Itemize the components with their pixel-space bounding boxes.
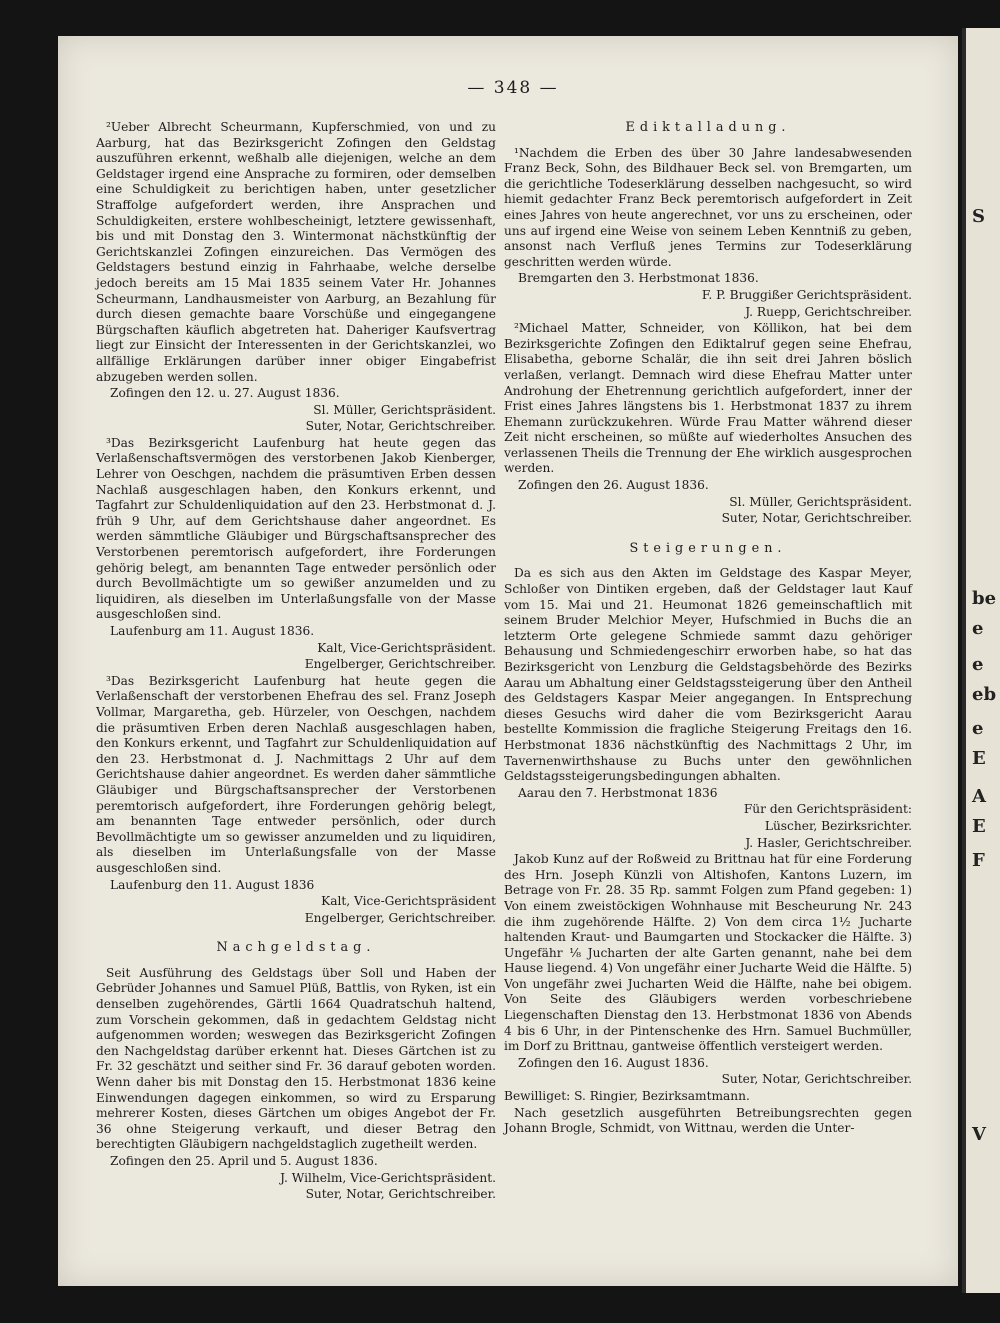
signature: F. P. Bruggißer Gerichtspräsident. <box>701 287 912 302</box>
notice-scheurmann <box>96 120 496 435</box>
notice-text: ³Das Bezirksgericht Laufenburg hat heute gegen das Verlaßenschaftsvermögen des verstorbenen Jakob Kienberger, Lehrer von Oeschgen, nachdem die präsumtiven Erben dessen Nachlaß ausgeschlagen haben, den Konkurs erkennt, und Tagfahrt zur Schuldenliquidation auf den 23. Herbstmonat d. J. früh 9 Uhr, auf dem Gerichtshause daher angeordnet. Es werden sämmtliche Gläubiger und Bürgschaftsansprecher des Verstorbenen peremtorisch aufgefordert, ihre Forderungen gehörig belegt, am benannten Tage entweder persönlich oder durch Bevollmächtigte um so gewißer anzumelden und zu liquidiren, als dieselben im Unterlaßungsfalle von der Masse ausgeschloßen sind. <box>96 435 496 622</box>
edge-glyph: eb <box>972 684 997 705</box>
page-gutter-shadow <box>962 28 966 1293</box>
notice-text: ²Michael Matter, Schneider, von Köllikon, hat bei dem Bezirksgerichte Zofingen den Ediktalruf gegen seine Ehefrau, Elisabetha, geborne Schalär, die ihn seit drei Jahren böslich verlaßen, verlangt. Demnach wird diese Ehefrau Matter unter Androhung der Ehetrennung gerichtlich aufgefordert, inner der Frist eines Jahres längstens bis 1. Herbstmonat 1837 zu ihrem Ehemann zurückzukehren. Würde Frau Matter während dieser Zeit nicht erscheinen, so müßte auf wiederholtes Ansuchen des verlassenen Theils die Trennung der Ehe wirklich ausgesprochen werden. <box>504 321 912 476</box>
signature: Kalt, Vice-Gerichtspräsident <box>321 894 496 909</box>
notice-text: ²Ueber Albrecht Scheurmann, Kupferschmied, von und zu Aarburg, hat das Bezirksgericht Zofingen den Geldstag auszuführen erkennt, weßhalb alle diejenigen, welche an dem Geldstager irgend eine Ansprache zu formiren, oder demselben eine Schuldigkeit zu berichtigen haben, unter gesetzlicher Straffolge aufgefordert werden, ihre Ansprachen und Schuldigkeiten, erstere wohlbescheinigt, letztere gewissenhaft, bis und mit Donstag den 3. Wintermonat nächstkünftig der Gerichtskanzlei Zofingen einzureichen. Das Vermögen des Geldstagers bestund einzig in Fahrhaabe, welche derselbe jedoch bereits am 15 Mai 1835 seinem Vater Hr. Johannes Scheurmann, Landhausmeister von Aarburg, an Bezahlung für durch diesen gemachte baare Vorschüße und eingegangene Bürgschaften käuflich abgetreten hat. Daheriger Kaufsvertrag liegt zur Einsicht der Interessenten in der Gerichtskanzlei, wo allfällige Erklärungen darüber inner obiger Eingabefrist abzugeben werden sollen. <box>96 120 496 384</box>
notice-text: Jakob Kunz auf der Roßweid zu Brittnau hat für eine Forderung des Hrn. Joseph Künzli von Altishofen, Kantons Luzern, im Betrage von Fr. 28. 35 Rp. sammt Folgen zum Pfand gegeben: 1) Von einem zweistöckigen Wohnhause mit Bescheurung Nr. 243 die ihm zugehörende Hälfte. 2) Von dem circa 1½ Jucharte haltenden Kraut- und Baumgarten und Stockacker die Hälfte. 3) Ungefähr ⅛ Jucharten der alte Garten genannt, nahe bei dem Hause liegend. 4) Von ungefähr einer Jucharte Weid die Hälfte. 5) Von ungefähr zwei Jucharten Weid die Hälfte, nahe bei obigem. Von Seite des Gläubigers werden vorbeschriebene Liegenschaften Dienstag den 13. Herbstmonat 1836 von Abends 4 bis 6 Uhr, in der Pintenschenke des Hrn. Samuel Buchmüller, im Dorf zu Brittnau, gantweise öffentlich versteigert werden. <box>504 852 912 1054</box>
notice-meyer <box>504 566 912 851</box>
signature: Sl. Müller, Gerichtspräsident. <box>313 402 496 417</box>
place-date: Bremgarten den 3. Herbstmonat 1836. <box>518 271 759 286</box>
edge-glyph: S <box>972 206 985 227</box>
place-date: Zofingen den 12. u. 27. August 1836. <box>110 386 340 401</box>
edge-glyph: A <box>972 786 986 807</box>
edge-glyph: E <box>972 816 986 837</box>
notice-text: Da es sich aus den Akten im Geldstage des Kaspar Meyer, Schloßer von Dintiken ergeben, daß der Geldstager laut Kauf vom 15. Mai und 21. Heumonat 1826 gemeinschaftlich mit seinem Bruder Melchior Meyer, Hufschmied in Buchs die an letzterm Orte gelegene Schmiede sammt dazu gehöriger Behausung und Schmiedengeschirr erworben habe, so hat das Bezirksgericht von Lenzburg die Geldstagsbehörde des Bezirks Aarau um Abhaltung einer Geldstagssteigerung über den Antheil des Geldstagers Kaspar Meier angegangen. In Entsprechung dieses Gesuchs wird daher die vom Bezirksgericht Aarau bestellte Kommission die fragliche Steigerung Freitags den 16. Herbstmonat 1836 nächstkünftig des Nachmittags 2 Uhr, im Tavernenwirthshause zu Buchs unter den gewöhnlichen Geldstagssteigerungsbedingungen abhalten. <box>504 566 912 784</box>
place-date: Laufenburg am 11. August 1836. <box>110 624 315 638</box>
signature: Sl. Müller, Gerichtspräsident. <box>729 494 912 509</box>
signature: Engelberger, Gerichtschreiber. <box>304 657 496 672</box>
notice-text: Seit Ausführung des Geldstags über Soll und Haben der Gebrüder Johannes und Samuel Plüß, Battlis, von Ryken, ist ein denselben zugehörendes, Gärtli 1664 Quadratschuh haltend, zum Vorschein gekommen, daß in gedachtem Geldstag nicht aufgenommen worden; weswegen das Bezirksgericht Zofingen den Nachgeldstag darüber erkennt hat. Dieses Gärtchen ist zu Fr. 32 geschätzt und seither sind Fr. 36 darauf geboten worden. Wenn daher bis mit Donstag den 15. Herbstmonat 1836 keine Einwendungen dagegen einkommen, so wird zu Ersparung mehrerer Kosten, dieses Gärtchen um obiges Angebot der Fr. 36 ohne Steigerung verkauft, und dieser Betrag den berechtigten Gläubigern nachgeldstaglich zugetheilt werden. <box>96 965 496 1152</box>
signature: Kalt, Vice-Gerichtspräsident. <box>317 640 496 655</box>
section-heading-ediktalladung: Ediktalladung. <box>625 120 791 135</box>
signature: Suter, Notar, Gerichtschreiber. <box>721 1072 912 1087</box>
signature: Suter, Notar, Gerichtschreiber. <box>305 1187 496 1202</box>
adjacent-page-edge <box>962 28 1000 1293</box>
notice-vollmar <box>96 674 496 927</box>
left-column <box>96 120 496 1204</box>
page-number: — 348 — <box>467 78 559 98</box>
notice-text: ¹Nachdem die Erben des über 30 Jahre landesabwesenden Franz Beck, Sohn, des Bildhauer Beck sel. von Bremgarten, um die gerichtliche Todeserklärung desselben nachgesucht, so wird hiemit gedachter Franz Beck peremtorisch aufgefordert in Zeit eines Jahres von heute angerechnet, vor uns zu erscheinen, oder uns auf irgend eine Weise von seinem Leben Kenntniß zu geben, ansonst nach Verfluß jenes Termins zur Todeserklärung geschritten werden würde. <box>504 145 912 269</box>
notice-kienberger <box>96 436 496 673</box>
notice-text: Nach gesetzlich ausgeführten Betreibungsrechten gegen Johann Brogle, Schmidt, von Wittnau, werden die Unter- <box>504 1105 912 1136</box>
section-heading-nachgeldstag: Nachgeldstag. <box>216 940 376 956</box>
place-date: Aarau den 7. Herbstmonat 1836 <box>518 785 718 800</box>
edge-glyph: V <box>972 1124 986 1145</box>
edge-glyph: e <box>972 618 984 639</box>
notice-kunz <box>504 852 912 1105</box>
section-heading-steigerungen: Steigerungen. <box>629 540 787 556</box>
notice-pluess <box>96 966 496 1203</box>
edge-glyph: e <box>972 718 984 739</box>
place-date: Laufenburg den 11. August 1836 <box>110 877 315 892</box>
approval-line: Bewilliget: S. Ringier, Bezirksamtmann. <box>504 1089 750 1104</box>
right-column <box>504 120 912 1138</box>
notice-brogle <box>504 1106 912 1137</box>
newspaper-page <box>58 36 958 1286</box>
signature: Suter, Notar, Gerichtschreiber. <box>721 511 912 526</box>
edge-glyph: be <box>972 588 997 609</box>
edge-glyph: e <box>972 654 984 675</box>
notice-text: ³Das Bezirksgericht Laufenburg hat heute gegen die Verlaßenschaft der verstorbenen Ehefrau des sel. Franz Joseph Vollmar, Margaretha, geb. Hürzeler, von Oeschgen, nachdem die präsumtiven Erben deren Nachlaß ausgeschlagen haben, den Konkurs erkennt, und Tagfahrt zur Schuldenliquidation auf den 23. Herbstmonat d. J. Nachmittags 2 Uhr auf dem Gerichtshause dahier angeordnet. Es werden daher sämmtliche Gläubiger und Bürgschaftsansprecher der Verstorbenen peremtorisch aufgefordert, ihre Forderungen gehörig belegt, am benannten Tage entweder persönlich, oder durch Bevollmächtigte um so gewisser anzumelden und zu liquidiren, als dieselben im Unterlaßungsfalle von der Masse ausgeschloßen sind. <box>96 673 496 875</box>
signature: J. Wilhelm, Vice-Gerichtspräsident. <box>280 1170 496 1185</box>
notice-beck <box>504 146 912 321</box>
place-date: Zofingen den 26. August 1836. <box>518 478 709 493</box>
notice-matter <box>504 321 912 527</box>
signature: Für den Gerichtspräsident: <box>743 802 912 817</box>
edge-glyph: E <box>972 748 986 769</box>
signature: Suter, Notar, Gerichtschreiber. <box>305 419 496 434</box>
signature: Lüscher, Bezirksrichter. <box>764 818 912 833</box>
signature: J. Hasler, Gerichtschreiber. <box>745 835 912 850</box>
edge-glyph: F <box>972 850 985 871</box>
signature: J. Ruepp, Gerichtschreiber. <box>745 304 912 319</box>
place-date: Zofingen den 25. April und 5. August 1836. <box>110 1154 378 1168</box>
place-date: Zofingen den 16. August 1836. <box>518 1055 709 1070</box>
signature: Engelberger, Gerichtschreiber. <box>304 910 496 925</box>
